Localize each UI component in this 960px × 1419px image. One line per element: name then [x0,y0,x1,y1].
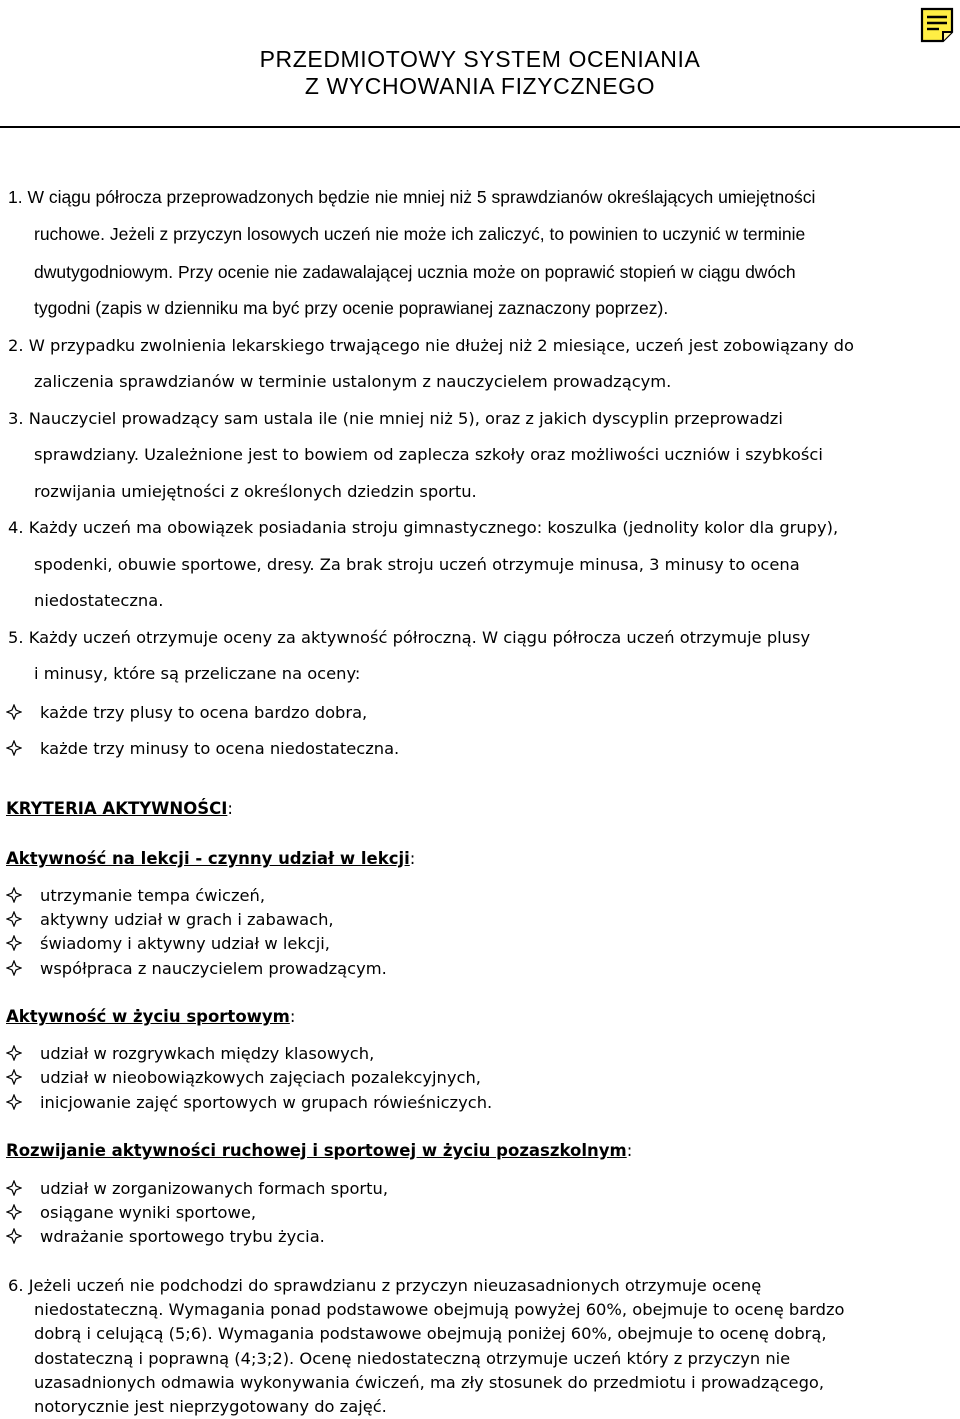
section3-line: 3. Nauczyciel prowadzący sam ustala ile (nie mniej niż 5), oraz z jakich dyscyplin przeprowadzi [8,409,783,428]
section5-line: 5. Każdy uczeń otrzymuje oceny za aktywność półroczną. W ciągu półrocza uczeń otrzymuje plusy [8,628,811,647]
list-item: wdrażanie sportowego trybu życia. [40,1227,325,1246]
section6-line: 6. Jeżeli uczeń nie podchodzi do sprawdzianu z przyczyn nieuzasadnionych otrzymuje ocenę [8,1276,762,1295]
section1-line: dwutygodniowym. Przy ocenie nie zadawalającej ucznia może on poprawić stopień w ciągu dwóch [34,262,796,282]
section4-line: spodenki, obuwie sportowe, dresy. Za brak stroju uczeń otrzymuje minusa, 3 minusy to ocena [34,555,800,574]
section1-line: ruchowe. Jeżeli z przyczyn losowych uczeń nie może ich zaliczyć, to powinien to uczynić w terminie [34,224,806,244]
page-subtitle: Z WYCHOWANIA FIZYCZNEGO [304,73,656,99]
criteria-title: KRYTERIA AKTYWNOŚCI: [6,799,233,818]
list-item: udział w nieobowiązkowych zajęciach pozalekcyjnych, [40,1068,481,1087]
diamond-bullet-icon [6,960,22,976]
section2-line: zaliczenia sprawdzianów w terminie ustalonym z nauczycielem prowadzącym. [34,372,672,391]
criteria-heading: Aktywność na lekcji - czynny udział w lekcji: [6,849,416,868]
list-item: inicjowanie zajęć sportowych w grupach rówieśniczych. [40,1093,493,1112]
diamond-bullet-icon [6,1045,22,1061]
diamond-bullet-icon [6,1180,22,1196]
diamond-bullet-icon [6,1094,22,1110]
section3-line: rozwijania umiejętności z określonych dziedzin sportu. [34,482,477,501]
list-item: świadomy i aktywny udział w lekcji, [40,934,330,953]
section6-line: niedostateczną. Wymagania ponad podstawowe obejmują powyżej 60%, obejmuje to ocenę bardzo [34,1300,845,1319]
diamond-bullet-icon [6,887,22,903]
diamond-bullet-icon [6,935,22,951]
section2-line: 2. W przypadku zwolnienia lekarskiego trwającego nie dłużej niż 2 miesiące, uczeń jest zobowiązany do [8,336,854,355]
section4-line: niedostateczna. [34,591,164,610]
section5-line: i minusy, które są przeliczane na oceny: [34,664,361,683]
section6-line: uzasadnionych odmawia wykonywania ćwiczeń, ma zły stosunek do przedmiotu i prowadzącego, [34,1373,825,1392]
diamond-bullet-icon [6,911,22,927]
list-item: każde trzy minusy to ocena niedostateczna. [40,739,400,758]
section1-line: 1. W ciągu półrocza przeprowadzonych będzie nie mniej niż 5 sprawdzianów określających umiejętności [8,187,816,207]
section6-line: dobrą i celującą (5;6). Wymagania podstawowe obejmują poniżej 60%, obejmuje to ocenę dobrą, [34,1324,827,1343]
section4-line: 4. Każdy uczeń ma obowiązek posiadania stroju gimnastycznego: koszulka (jednolity kolor dla grupy), [8,518,839,537]
section6-line: dostateczną i poprawną (4;3;2). Ocenę niedostateczną otrzymuje uczeń który z przyczyn nie [34,1349,791,1368]
note-icon [918,6,956,44]
list-item: utrzymanie tempa ćwiczeń, [40,886,265,905]
list-item: osiągane wyniki sportowe, [40,1203,257,1222]
diamond-bullet-icon [6,740,22,756]
list-item: każde trzy plusy to ocena bardzo dobra, [40,703,368,722]
section6-line: notorycznie jest nieprzygotowany do zajęć. [34,1397,387,1416]
criteria-heading: Rozwijanie aktywności ruchowej i sportowej w życiu pozaszkolnym: [6,1141,633,1160]
list-item: aktywny udział w grach i zabawach, [40,910,334,929]
criteria-heading: Aktywność w życiu sportowym: [6,1007,296,1026]
list-item: udział w rozgrywkach między klasowych, [40,1044,375,1063]
title-divider [0,126,960,128]
section1-line: tygodni (zapis w dzienniku ma być przy ocenie poprawianej zaznaczony poprzez). [34,298,669,318]
diamond-bullet-icon [6,1228,22,1244]
diamond-bullet-icon [6,1069,22,1085]
section3-line: sprawdziany. Uzależnione jest to bowiem od zaplecza szkoły oraz możliwości uczniów i szybkości [34,445,823,464]
list-item: udział w zorganizowanych formach sportu, [40,1179,388,1198]
list-item: współpraca z nauczycielem prowadzącym. [40,959,387,978]
page-title: PRZEDMIOTOWY SYSTEM OCENIANIA [259,46,701,72]
diamond-bullet-icon [6,704,22,720]
diamond-bullet-icon [6,1204,22,1220]
